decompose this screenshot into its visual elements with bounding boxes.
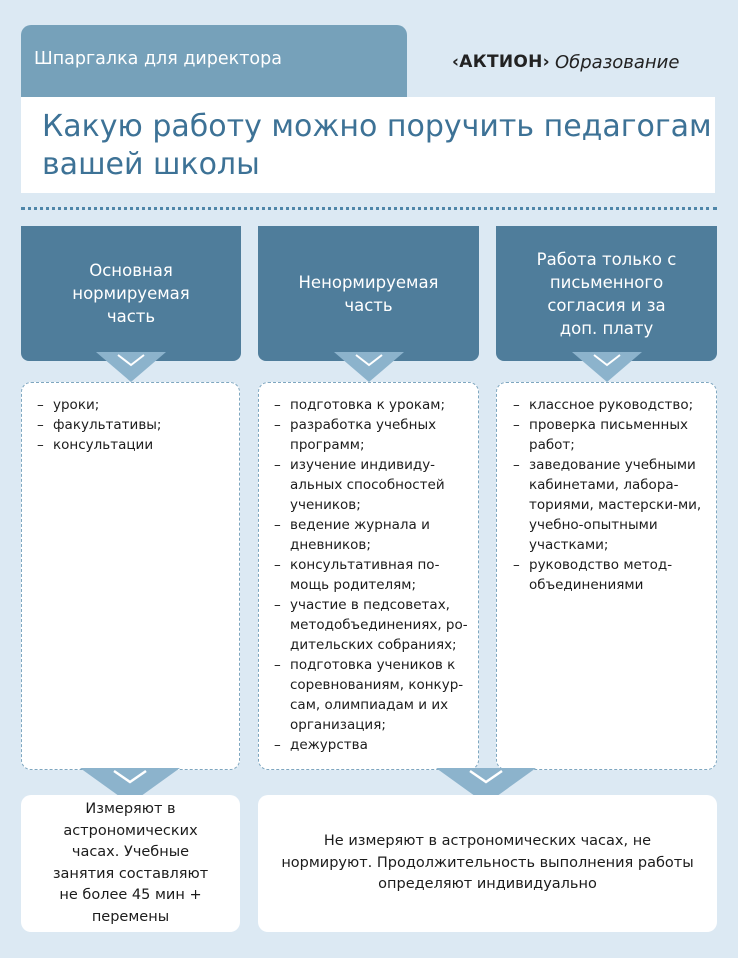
logo-brand-text: ‹АКТИОН› (452, 52, 550, 72)
column-heading-text: Работа только с письменного согласия и за доп. плату (536, 249, 677, 338)
duties-list-normed (37, 395, 227, 455)
column-heading-text: Ненормируемая часть (298, 272, 439, 315)
brand-logo (452, 47, 679, 77)
list-item: – проверка письменных работ; (513, 415, 709, 455)
footer-note-unnormed (258, 795, 717, 932)
column-heading-unnormed (258, 226, 479, 361)
list-item: – консультации (37, 435, 227, 455)
list-item: – руководство метод-объединениями (513, 555, 709, 595)
list-item: – классное руководство; (513, 395, 709, 415)
column-heading-consent (496, 226, 717, 361)
list-item: – консультативная по-мощь родителям; (274, 555, 470, 595)
list-item: – подготовка к урокам; (274, 395, 470, 415)
chevron-down-icon (572, 352, 642, 384)
duties-list-unnormed (274, 395, 470, 755)
list-item: – участие в педсоветах, методобъединениях, ро-дительских собраниях; (274, 595, 470, 655)
chevron-down-icon (334, 352, 404, 384)
chevron-down-icon (96, 352, 166, 384)
footer-note-text: Не измеряют в астрономических часах, не нормируют. Продолжительность выполнения работы определяют индивидуально (281, 833, 694, 893)
dotted-divider (21, 207, 717, 210)
column-heading-normed (21, 226, 241, 361)
list-item: – подготовка учеников к соревнованиям, конкур-сам, олимпиадам и их организация; (274, 655, 470, 735)
list-item: – уроки; (37, 395, 227, 415)
logo-sub-text: Образование (554, 51, 680, 73)
list-item: – ведение журнала и дневников; (274, 515, 470, 555)
header-tab-label: Шпаргалка для директора (34, 49, 282, 69)
footer-note-text: Измеряют в астрономических часах. Учебные занятия составляют не более 45 мин + перемены (52, 801, 209, 925)
footer-note-normed (21, 795, 240, 932)
list-item: – факультативы; (37, 415, 227, 435)
list-item: – дежурства (274, 735, 470, 755)
list-item: – изучение индивиду-альных способностей учеников; (274, 455, 470, 515)
duties-list-consent (513, 395, 709, 595)
column-heading-text: Основная нормируемая часть (72, 261, 190, 326)
page-title: Какую работу можно поручить педагогам вашей школы (42, 109, 712, 182)
list-item: – заведование учебными кабинетами, лабора-ториями, мастерски-ми, учебно-опытными участками; (513, 455, 709, 555)
list-item: – разработка учебных программ; (274, 415, 470, 455)
